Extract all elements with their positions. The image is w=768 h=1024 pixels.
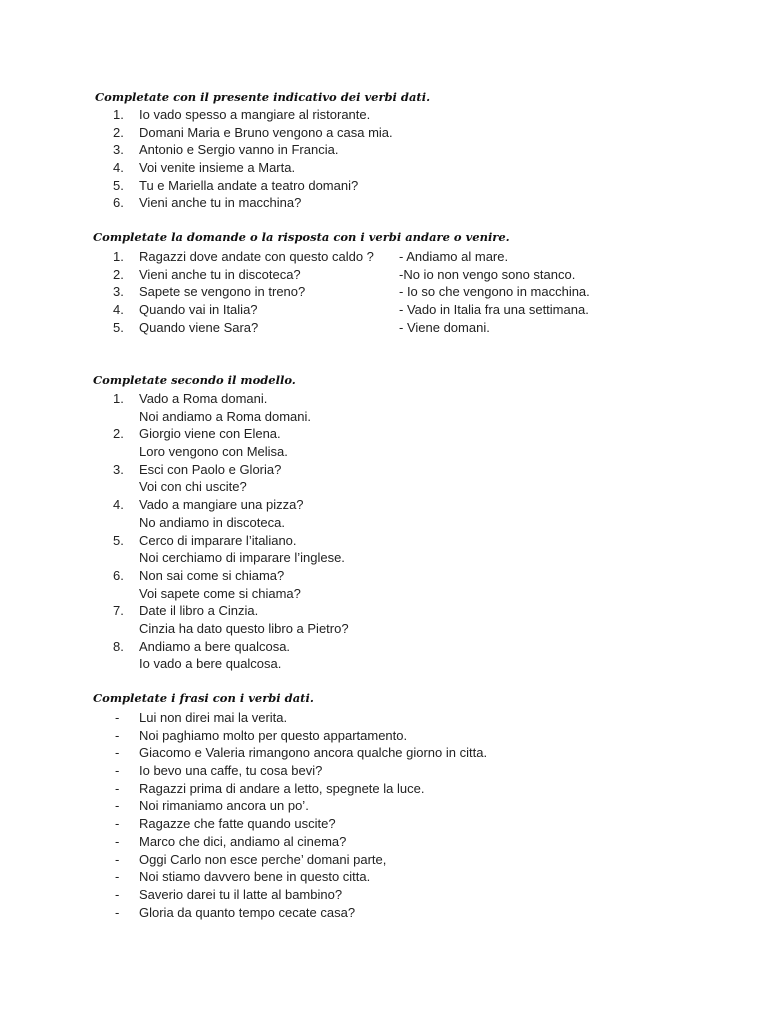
list-item xyxy=(113,797,487,815)
item-text: Saverio darei tu il latte al bambino? xyxy=(139,886,343,902)
item-text: Gloria da quanto tempo cecate casa? xyxy=(139,904,356,920)
item-number: 6. xyxy=(113,195,124,211)
bullet: - xyxy=(115,816,120,832)
list-item xyxy=(113,106,393,124)
list-item xyxy=(113,194,393,212)
list-item xyxy=(113,868,487,886)
item-number: 6. xyxy=(113,567,124,583)
item-text: Antonio e Sergio vanno in Francia. xyxy=(139,142,339,158)
item-question: Quando viene Sara? xyxy=(139,319,259,335)
item-response: Loro vengono con Melisa. xyxy=(139,444,288,460)
item-text: Domani Maria e Bruno vengono a casa mia. xyxy=(139,124,393,140)
item-number: 3. xyxy=(113,284,124,300)
item-prompt: Non sai come si chiama? xyxy=(139,567,285,583)
section4-heading: Completate i frasi con i verbi dati. xyxy=(93,691,314,705)
section1-heading: Completate con il presente indicativo dei verbi dati. xyxy=(95,90,431,104)
bullet: - xyxy=(115,763,120,779)
bullet: - xyxy=(115,710,120,725)
bullet: - xyxy=(115,869,120,885)
item-answer: -No io non vengo sono stanco. xyxy=(399,266,576,282)
section3-heading: Completate secondo il modello. xyxy=(93,373,296,387)
list-item xyxy=(113,425,349,443)
item-response: Cinzia ha dato questo libro a Pietro? xyxy=(139,620,349,636)
item-response: Voi con chi uscite? xyxy=(139,479,247,495)
item-prompt: Giorgio viene con Elena. xyxy=(139,426,281,442)
item-number: 2. xyxy=(113,266,124,282)
list-item xyxy=(113,833,487,851)
bullet: - xyxy=(115,904,120,920)
bullet: - xyxy=(115,851,120,867)
item-number: 1. xyxy=(113,391,124,406)
list-item xyxy=(113,461,349,479)
section2-list xyxy=(113,248,590,336)
item-response: Noi andiamo a Roma domani. xyxy=(139,408,311,424)
section3-list xyxy=(113,390,349,673)
item-number: 5. xyxy=(113,319,124,335)
list-item xyxy=(113,319,590,337)
item-number: 3. xyxy=(113,142,124,158)
item-prompt: Cerco di imparare l’italiano. xyxy=(139,532,297,548)
list-item xyxy=(113,496,349,514)
item-number: 1. xyxy=(113,107,124,122)
item-number: 4. xyxy=(113,497,124,513)
item-number: 4. xyxy=(113,160,124,176)
bullet: - xyxy=(115,745,120,761)
item-prompt: Date il libro a Cinzia. xyxy=(139,603,259,619)
section1-list xyxy=(113,106,393,212)
item-answer: - Viene domani. xyxy=(399,319,490,335)
item-response: No andiamo in discoteca. xyxy=(139,514,285,530)
list-item xyxy=(113,567,349,585)
list-item xyxy=(113,886,487,904)
item-number: 1. xyxy=(113,249,124,264)
item-prompt: Esci con Paolo e Gloria? xyxy=(139,461,282,477)
list-item xyxy=(113,390,349,408)
section4-list xyxy=(113,709,487,921)
item-question: Vieni anche tu in discoteca? xyxy=(139,266,301,282)
item-text: Ragazze che fatte quando uscite? xyxy=(139,816,336,832)
list-item xyxy=(113,283,590,301)
list-item xyxy=(113,744,487,762)
list-item xyxy=(113,638,349,656)
list-item xyxy=(113,532,349,550)
list-item xyxy=(113,248,590,266)
item-question: Quando vai in Italia? xyxy=(139,302,258,318)
list-item xyxy=(113,124,393,142)
section2-heading: Completate la domande o la risposta con i verbi andare o venire. xyxy=(93,230,510,244)
item-answer: - Andiamo al mare. xyxy=(399,249,509,264)
item-number: 5. xyxy=(113,532,124,548)
item-number: 2. xyxy=(113,124,124,140)
list-item xyxy=(113,727,487,745)
item-text: Marco che dici, andiamo al cinema? xyxy=(139,833,347,849)
list-item xyxy=(113,301,590,319)
item-text: Giacomo e Valeria rimangono ancora qualche giorno in citta. xyxy=(139,745,488,761)
item-text: Lui non direi mai la verita. xyxy=(139,710,288,725)
list-item xyxy=(113,904,487,922)
item-number: 5. xyxy=(113,177,124,193)
item-number: 2. xyxy=(113,426,124,442)
item-text: Noi rimaniamo ancora un po’. xyxy=(139,798,309,814)
item-text: Tu e Mariella andate a teatro domani? xyxy=(139,177,359,193)
item-text: Vieni anche tu in macchina? xyxy=(139,195,302,211)
item-text: Voi venite insieme a Marta. xyxy=(139,160,296,176)
item-answer: - Vado in Italia fra una settimana. xyxy=(399,302,589,318)
list-item xyxy=(113,815,487,833)
item-number: 8. xyxy=(113,638,124,654)
item-text: Noi paghiamo molto per questo appartamento. xyxy=(139,727,408,743)
list-item xyxy=(113,177,393,195)
list-item xyxy=(113,141,393,159)
bullet: - xyxy=(115,780,120,796)
item-number: 3. xyxy=(113,461,124,477)
item-response: Voi sapete come si chiama? xyxy=(139,585,301,601)
item-number: 7. xyxy=(113,603,124,619)
item-text: Io bevo una caffe, tu cosa bevi? xyxy=(139,763,323,779)
item-response: Io vado a bere qualcosa. xyxy=(139,656,282,672)
item-text: Io vado spesso a mangiare al ristorante. xyxy=(139,107,371,122)
bullet: - xyxy=(115,886,120,902)
bullet: - xyxy=(115,727,120,743)
item-prompt: Vado a mangiare una pizza? xyxy=(139,497,304,513)
list-item xyxy=(113,266,590,284)
item-prompt: Vado a Roma domani. xyxy=(139,391,268,406)
item-number: 4. xyxy=(113,302,124,318)
item-question: Ragazzi dove andate con questo caldo ? xyxy=(139,249,374,264)
list-item xyxy=(113,762,487,780)
item-text: Ragazzi prima di andare a letto, spegnete la luce. xyxy=(139,780,425,796)
bullet: - xyxy=(115,798,120,814)
list-item xyxy=(113,851,487,869)
item-answer: - Io so che vengono in macchina. xyxy=(399,284,590,300)
bullet: - xyxy=(115,833,120,849)
item-response: Noi cerchiamo di imparare l’inglese. xyxy=(139,550,345,566)
list-item xyxy=(113,780,487,798)
item-question: Sapete se vengono in treno? xyxy=(139,284,306,300)
item-text: Oggi Carlo non esce perche’ domani parte, xyxy=(139,851,387,867)
list-item xyxy=(113,159,393,177)
item-text: Noi stiamo davvero bene in questo citta. xyxy=(139,869,371,885)
item-prompt: Andiamo a bere qualcosa. xyxy=(139,638,291,654)
list-item xyxy=(113,709,487,727)
list-item xyxy=(113,602,349,620)
